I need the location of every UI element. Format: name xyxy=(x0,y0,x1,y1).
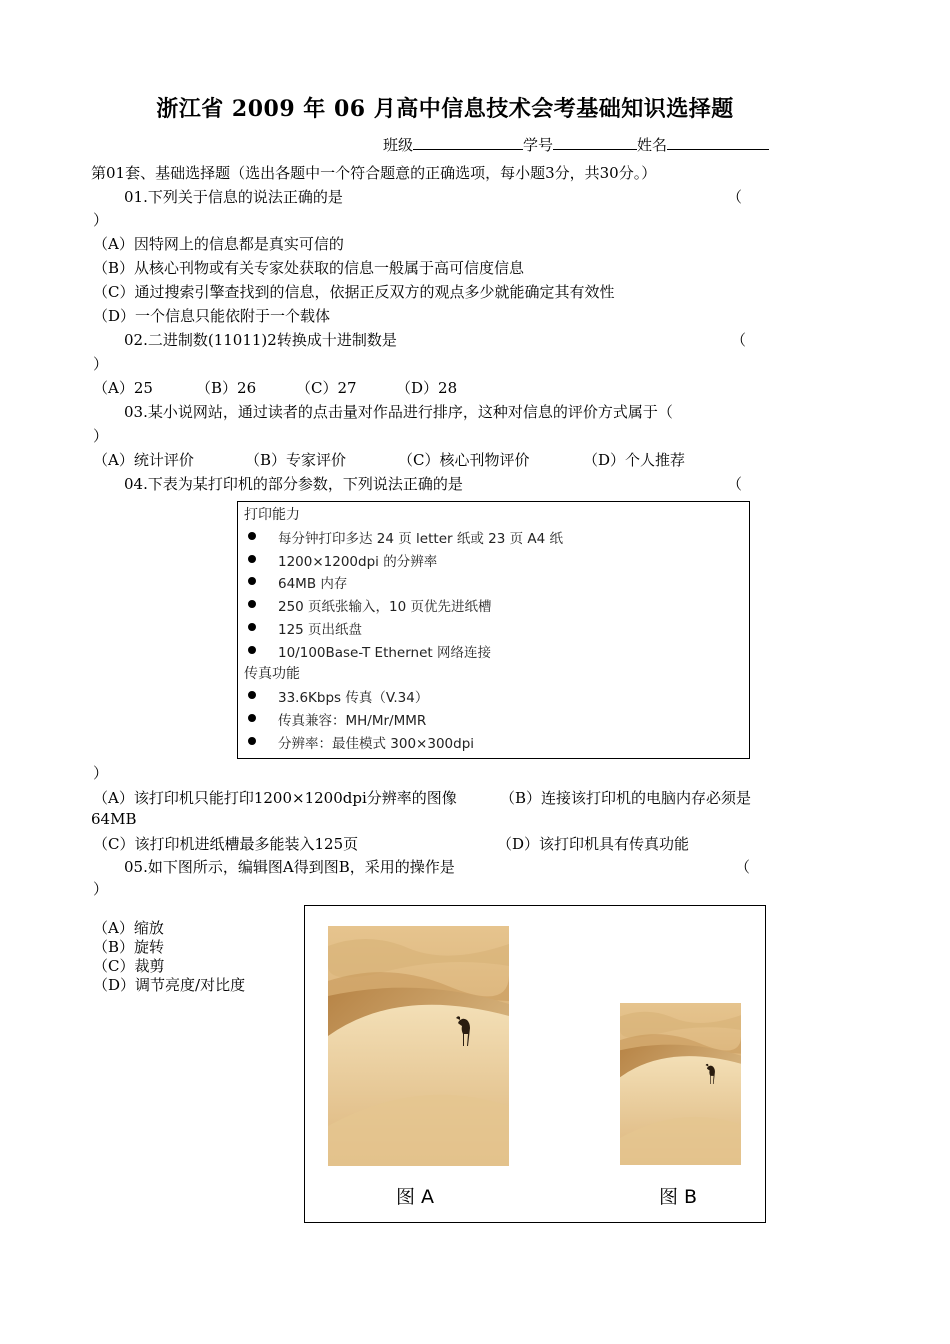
name-label: 姓名 xyxy=(637,136,668,154)
q3-option-c[interactable]: （C）核心刊物评价 xyxy=(398,451,530,469)
fax-item: 33.6Kbps 传真（V.34） xyxy=(278,690,429,706)
bullet-icon xyxy=(248,737,256,745)
q1-stem: 01.下列关于信息的说法正确的是 xyxy=(124,188,343,206)
q2-paren-open: （ xyxy=(731,331,747,349)
print-item: 每分钟打印多达 24 页 letter 纸或 23 页 A4 纸 xyxy=(278,531,564,547)
fax-item: 传真兼容：MH/Mr/MMR xyxy=(278,713,427,729)
q1-option-d[interactable]: （D）一个信息只能依附于一个载体 xyxy=(93,307,331,325)
q4-option-b-cont: 64MB xyxy=(91,810,137,828)
section-header: 第01套、基础选择题（选出各题中一个符合题意的正确选项，每小题3分，共30分。） xyxy=(91,164,657,182)
figure-panel xyxy=(304,905,766,1223)
q5-paren-open: （ xyxy=(735,858,751,876)
q1-option-b[interactable]: （B）从核心刊物或有关专家处获取的信息一般属于高可信度信息 xyxy=(93,259,525,277)
name-blank[interactable] xyxy=(667,134,769,150)
q4-option-d[interactable]: （D）该打印机具有传真功能 xyxy=(497,835,690,853)
bullet-icon xyxy=(248,600,256,608)
bullet-icon xyxy=(248,646,256,654)
print-item: 250 页纸张输入，10 页优先进纸槽 xyxy=(278,599,492,615)
q2-option-c[interactable]: （C）27 xyxy=(296,379,357,397)
print-item: 10/100Base-T Ethernet 网络连接 xyxy=(278,645,491,661)
q4-paren-close: ） xyxy=(93,764,109,782)
id-blank[interactable] xyxy=(553,134,637,150)
q1-option-a[interactable]: （A）因特网上的信息都是真实可信的 xyxy=(93,235,344,253)
print-heading: 打印能力 xyxy=(244,507,300,523)
fax-heading: 传真功能 xyxy=(244,666,300,682)
print-item: 125 页出纸盘 xyxy=(278,622,363,638)
q2-option-a[interactable]: （A）25 xyxy=(93,379,153,397)
bullet-icon xyxy=(248,555,256,563)
q4-stem: 04.下表为某打印机的部分参数，下列说法正确的是 xyxy=(124,475,463,493)
figure-a-image xyxy=(328,926,509,1166)
q4-option-a[interactable]: （A）该打印机只能打印1200×1200dpi分辨率的图像 xyxy=(93,789,457,807)
q5-option-b[interactable]: （B）旋转 xyxy=(93,938,165,956)
q1-option-c[interactable]: （C）通过搜索引擎查找到的信息，依据正反双方的观点多少就能确定其有效性 xyxy=(93,283,615,301)
q2-stem: 02.二进制数(11011)2转换成十进制数是 xyxy=(124,331,397,349)
q4-option-c[interactable]: （C）该打印机进纸槽最多能装入125页 xyxy=(93,835,359,853)
q2-option-b[interactable]: （B）26 xyxy=(196,379,257,397)
q5-option-a[interactable]: （A）缩放 xyxy=(93,919,164,937)
q5-option-d[interactable]: （D）调节亮度/对比度 xyxy=(93,976,246,994)
page-title: 浙江省 2009 年 06 月高中信息技术会考基础知识选择题 xyxy=(156,96,734,122)
q5-option-c[interactable]: （C）裁剪 xyxy=(93,957,165,975)
q3-stem: 03.某小说网站，通过读者的点击量对作品进行排序，这种对信息的评价方式属于（ xyxy=(124,403,673,421)
student-info xyxy=(383,134,769,155)
q3-option-d[interactable]: （D）个人推荐 xyxy=(583,451,686,469)
q1-paren-close: ） xyxy=(93,211,109,229)
q2-option-d[interactable]: （D）28 xyxy=(396,379,458,397)
bullet-icon xyxy=(248,623,256,631)
printer-spec-box xyxy=(237,501,750,759)
print-item: 1200×1200dpi 的分辨率 xyxy=(278,554,438,570)
q5-stem: 05.如下图所示，编辑图A得到图B，采用的操作是 xyxy=(124,858,455,876)
id-label: 学号 xyxy=(523,136,554,154)
print-item: 64MB 内存 xyxy=(278,576,348,592)
figure-a-label: 图 A xyxy=(396,1186,435,1208)
figure-b-image xyxy=(620,1003,741,1165)
class-label: 班级 xyxy=(383,136,414,154)
class-blank[interactable] xyxy=(413,134,523,150)
bullet-icon xyxy=(248,714,256,722)
fax-item: 分辨率：最佳模式 300×300dpi xyxy=(278,736,475,752)
q4-option-b[interactable]: （B）连接该打印机的电脑内存必须是 xyxy=(500,789,752,807)
figure-b-label: 图 B xyxy=(659,1186,698,1208)
q1-paren-open: （ xyxy=(727,188,743,206)
q3-option-a[interactable]: （A）统计评价 xyxy=(93,451,194,469)
q5-paren-close: ） xyxy=(93,880,109,898)
q3-paren-close: ） xyxy=(93,427,109,445)
q3-option-b[interactable]: （B）专家评价 xyxy=(245,451,347,469)
bullet-icon xyxy=(248,577,256,585)
bullet-icon xyxy=(248,691,256,699)
q4-paren-open: （ xyxy=(727,475,743,493)
bullet-icon xyxy=(248,532,256,540)
q2-paren-close: ） xyxy=(93,355,109,373)
